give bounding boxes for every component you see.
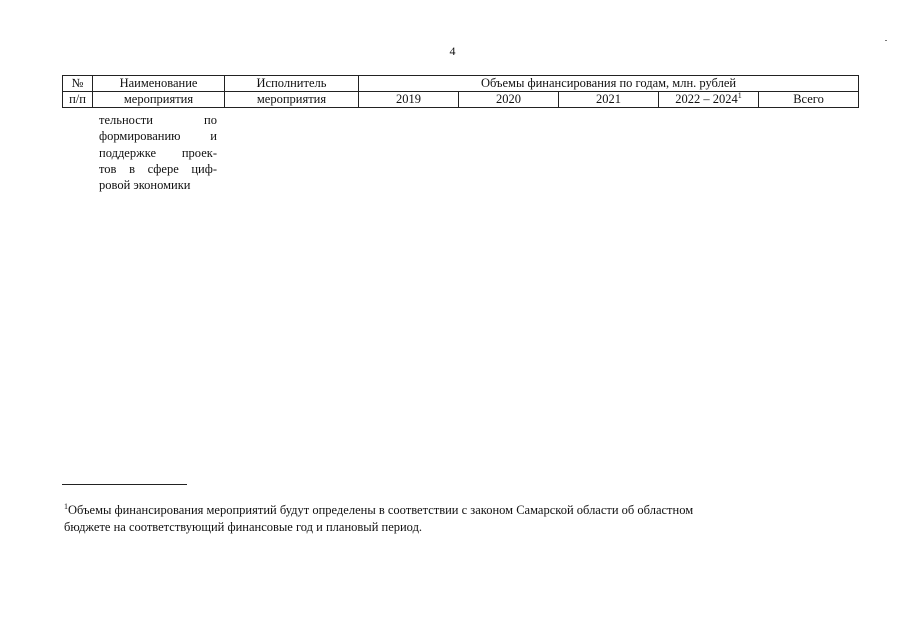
table-header-row-2 — [63, 92, 859, 108]
continued-name-line: поддержке проек- — [99, 145, 217, 160]
header-no-2: п/п — [63, 92, 93, 108]
header-year-2020: 2020 — [459, 92, 559, 108]
header-year-2019: 2019 — [359, 92, 459, 108]
footnote-ref-mark: 1 — [737, 90, 742, 100]
table-header-row-1 — [63, 76, 859, 92]
header-year-2021: 2021 — [559, 92, 659, 108]
header-year-2022-2024 — [659, 92, 759, 108]
footnote-line-2: бюджете на соответствующий финансовые год и плановый период. — [64, 520, 423, 534]
header-executor-2: мероприятия — [225, 92, 359, 108]
header-executor: Исполнитель — [225, 76, 359, 92]
continued-name-line: тов в сфере циф- — [99, 161, 217, 176]
footnote-text-1: Объемы финансирования мероприятий будут определены в соответствии с законом Самарской области об областном — [68, 503, 694, 517]
header-total: Всего — [759, 92, 859, 108]
continued-name-line: ровой экономики — [99, 178, 191, 193]
footnote-line-1 — [64, 502, 854, 519]
continued-name-cell — [99, 112, 217, 193]
scan-speck — [885, 40, 887, 41]
header-year-range-text: 2022 – 2024 — [675, 92, 738, 106]
continued-name-line: тельности по — [99, 113, 217, 127]
footnote-separator — [62, 484, 187, 485]
funding-table — [62, 75, 859, 108]
page-number: 4 — [449, 44, 456, 58]
footnote — [64, 502, 854, 536]
header-name: Наименование — [93, 76, 225, 92]
continued-name-line: формированию и — [99, 129, 217, 144]
footnote-mark: 1 — [64, 501, 68, 511]
header-funding-group: Объемы финансирования по годам, млн. рублей — [359, 76, 859, 92]
header-name-2: мероприятия — [93, 92, 225, 108]
header-no: № — [63, 76, 93, 92]
